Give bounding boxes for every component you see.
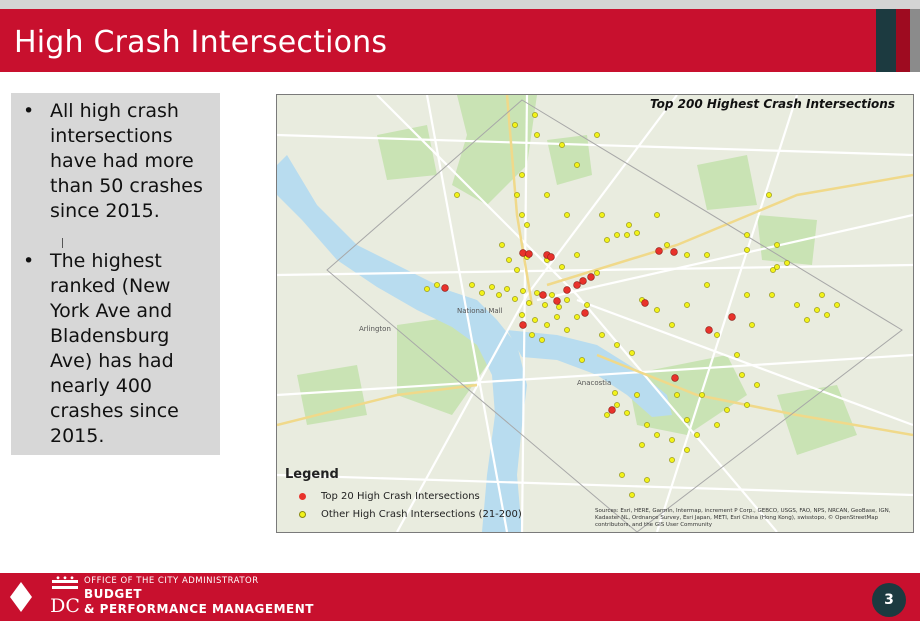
other-crash-point bbox=[684, 417, 689, 422]
other-crash-point bbox=[579, 357, 584, 362]
other-crash-point bbox=[824, 312, 829, 317]
top20-crash-point bbox=[564, 287, 571, 294]
other-crash-point bbox=[556, 304, 561, 309]
dc-flag-logo-icon bbox=[50, 576, 80, 618]
other-crash-point bbox=[424, 286, 429, 291]
slide-title: High Crash Intersections bbox=[14, 25, 388, 60]
other-crash-point bbox=[514, 192, 519, 197]
other-crash-point bbox=[654, 307, 659, 312]
other-crash-point bbox=[544, 322, 549, 327]
other-crash-point bbox=[599, 212, 604, 217]
other-crash-point bbox=[626, 222, 631, 227]
other-crash-point bbox=[744, 232, 749, 237]
other-crash-point bbox=[644, 477, 649, 482]
other-crash-point bbox=[544, 192, 549, 197]
other-crash-point bbox=[532, 317, 537, 322]
other-crash-point bbox=[469, 282, 474, 287]
park-patch bbox=[377, 125, 437, 180]
top20-crash-point bbox=[520, 322, 527, 329]
other-crash-point bbox=[519, 172, 524, 177]
map-label-national-mall: National Mall bbox=[457, 307, 503, 315]
other-crash-point bbox=[634, 392, 639, 397]
top20-crash-point bbox=[548, 254, 555, 261]
top20-crash-point bbox=[442, 285, 449, 292]
bullet-list bbox=[21, 99, 210, 449]
top20-crash-point bbox=[554, 298, 561, 305]
other-crash-point bbox=[574, 252, 579, 257]
other-crash-point bbox=[614, 342, 619, 347]
other-crash-point bbox=[512, 122, 517, 127]
park-patch bbox=[697, 155, 757, 210]
other-crash-point bbox=[514, 267, 519, 272]
red-dot-icon bbox=[299, 493, 306, 500]
other-crash-point bbox=[529, 332, 534, 337]
other-crash-point bbox=[669, 457, 674, 462]
other-crash-point bbox=[604, 237, 609, 242]
other-crash-point bbox=[454, 192, 459, 197]
bullet-panel bbox=[11, 93, 220, 455]
other-crash-point bbox=[499, 242, 504, 247]
footer-performance-management: & PERFORMANCE MANAGEMENT bbox=[84, 602, 314, 616]
top20-crash-point bbox=[588, 274, 595, 281]
other-crash-point bbox=[766, 192, 771, 197]
other-crash-point bbox=[614, 232, 619, 237]
other-crash-point bbox=[504, 286, 509, 291]
top-strip bbox=[0, 0, 920, 9]
map-label-anacostia: Anacostia bbox=[577, 379, 612, 387]
other-crash-point bbox=[526, 300, 531, 305]
other-crash-point bbox=[819, 292, 824, 297]
other-crash-point bbox=[704, 282, 709, 287]
other-crash-point bbox=[594, 270, 599, 275]
other-crash-point bbox=[506, 257, 511, 262]
top20-crash-point bbox=[642, 300, 649, 307]
other-crash-point bbox=[684, 447, 689, 452]
top20-crash-point bbox=[609, 407, 616, 414]
other-crash-point bbox=[519, 312, 524, 317]
top20-crash-point bbox=[672, 375, 679, 382]
other-crash-point bbox=[629, 492, 634, 497]
other-crash-point bbox=[434, 282, 439, 287]
top20-crash-point bbox=[671, 249, 678, 256]
other-crash-point bbox=[734, 352, 739, 357]
other-crash-point bbox=[834, 302, 839, 307]
other-crash-point bbox=[744, 247, 749, 252]
other-crash-point bbox=[489, 284, 494, 289]
bullet-item bbox=[21, 249, 210, 449]
other-crash-point bbox=[714, 422, 719, 427]
other-crash-point bbox=[524, 222, 529, 227]
other-crash-point bbox=[614, 402, 619, 407]
other-crash-point bbox=[549, 292, 554, 297]
slide-header bbox=[0, 9, 920, 72]
other-crash-point bbox=[644, 422, 649, 427]
other-crash-point bbox=[520, 288, 525, 293]
other-crash-point bbox=[532, 112, 537, 117]
other-crash-point bbox=[674, 392, 679, 397]
other-crash-point bbox=[539, 337, 544, 342]
crash-map bbox=[276, 94, 914, 533]
other-crash-point bbox=[512, 296, 517, 301]
other-crash-point bbox=[542, 302, 547, 307]
other-crash-point bbox=[744, 402, 749, 407]
dc-seal-text: DC bbox=[50, 595, 80, 617]
other-crash-point bbox=[574, 314, 579, 319]
other-crash-point bbox=[669, 322, 674, 327]
other-crash-point bbox=[584, 302, 589, 307]
other-crash-point bbox=[699, 392, 704, 397]
other-crash-point bbox=[694, 432, 699, 437]
bullet-dot-icon: • bbox=[23, 100, 35, 122]
other-crash-point bbox=[774, 264, 779, 269]
other-crash-point bbox=[604, 412, 609, 417]
other-crash-point bbox=[534, 132, 539, 137]
footer-budget: BUDGET bbox=[84, 587, 143, 601]
yellow-dot-icon bbox=[299, 511, 306, 518]
other-crash-point bbox=[634, 230, 639, 235]
top20-crash-point bbox=[526, 251, 533, 258]
top20-crash-point bbox=[582, 310, 589, 317]
other-crash-point bbox=[564, 297, 569, 302]
other-crash-point bbox=[669, 437, 674, 442]
legend-label-other: Other High Crash Intersections (21-200) bbox=[321, 509, 522, 520]
top20-crash-point bbox=[729, 314, 736, 321]
map-label-arlington: Arlington bbox=[359, 325, 391, 333]
other-crash-point bbox=[612, 390, 617, 395]
other-crash-point bbox=[554, 314, 559, 319]
dc-map-logo-icon bbox=[8, 580, 34, 614]
other-crash-point bbox=[684, 252, 689, 257]
page-number-badge: 3 bbox=[872, 583, 906, 617]
other-crash-point bbox=[684, 302, 689, 307]
other-crash-point bbox=[629, 350, 634, 355]
other-crash-point bbox=[619, 472, 624, 477]
other-crash-point bbox=[639, 442, 644, 447]
other-crash-point bbox=[559, 142, 564, 147]
map-attribution: Sources: Esri, HERE, Garmin, Intermap, increment P Corp., GEBCO, USGS, FAO, NPS, NRCAN, GeoBase, IGN, Kadaster NL, Ordnance Survey, Esri Japan, METI, Esri China (Hong Kong), swisstopo, © OpenStreetMap contributors, and the GIS User Community bbox=[595, 508, 891, 528]
bullet-dot-icon: • bbox=[23, 250, 35, 272]
other-crash-point bbox=[624, 410, 629, 415]
other-crash-point bbox=[594, 132, 599, 137]
other-crash-point bbox=[574, 162, 579, 167]
other-crash-point bbox=[794, 302, 799, 307]
other-crash-point bbox=[739, 372, 744, 377]
top20-crash-point bbox=[656, 248, 663, 255]
other-crash-point bbox=[749, 322, 754, 327]
other-crash-point bbox=[714, 332, 719, 337]
other-crash-point bbox=[744, 292, 749, 297]
other-crash-point bbox=[624, 232, 629, 237]
bullet-text: The highest ranked (New York Ave and Bladensburg Ave) has had nearly 400 crashes since 2015. bbox=[50, 250, 179, 447]
header-accent-red bbox=[896, 9, 910, 72]
other-crash-point bbox=[564, 212, 569, 217]
text-cursor-icon bbox=[62, 238, 63, 248]
top20-crash-point bbox=[580, 278, 587, 285]
other-crash-point bbox=[774, 242, 779, 247]
other-crash-point bbox=[704, 252, 709, 257]
park-patch bbox=[757, 215, 817, 265]
top20-crash-point bbox=[540, 292, 547, 299]
other-crash-point bbox=[564, 327, 569, 332]
legend-title: Legend bbox=[285, 467, 339, 482]
header-accent-gray bbox=[910, 9, 920, 72]
park-patch bbox=[297, 365, 367, 425]
legend-label-top20: Top 20 High Crash Intersections bbox=[321, 491, 480, 502]
other-crash-point bbox=[496, 292, 501, 297]
top20-crash-point bbox=[574, 282, 581, 289]
top20-crash-point bbox=[706, 327, 713, 334]
other-crash-point bbox=[784, 260, 789, 265]
header-accent-teal bbox=[876, 9, 896, 72]
bullet-text: All high crash intersections have had more than 50 crashes since 2015. bbox=[50, 100, 203, 222]
map-legend bbox=[285, 467, 585, 524]
other-crash-point bbox=[559, 264, 564, 269]
bullet-item bbox=[21, 99, 210, 224]
legend-item-other bbox=[285, 506, 585, 524]
other-crash-point bbox=[654, 212, 659, 217]
other-crash-point bbox=[534, 290, 539, 295]
other-crash-point bbox=[599, 332, 604, 337]
other-crash-point bbox=[814, 307, 819, 312]
footer-office-name: OFFICE OF THE CITY ADMINISTRATOR bbox=[84, 576, 259, 586]
other-crash-point bbox=[519, 212, 524, 217]
other-crash-point bbox=[654, 432, 659, 437]
other-crash-point bbox=[724, 407, 729, 412]
other-crash-point bbox=[754, 382, 759, 387]
other-crash-point bbox=[479, 290, 484, 295]
other-crash-point bbox=[769, 292, 774, 297]
map-title: Top 200 Highest Crash Intersections bbox=[649, 97, 895, 111]
other-crash-point bbox=[664, 242, 669, 247]
top20-crash-point bbox=[520, 250, 527, 257]
other-crash-point bbox=[804, 317, 809, 322]
legend-item-top20 bbox=[285, 488, 585, 506]
